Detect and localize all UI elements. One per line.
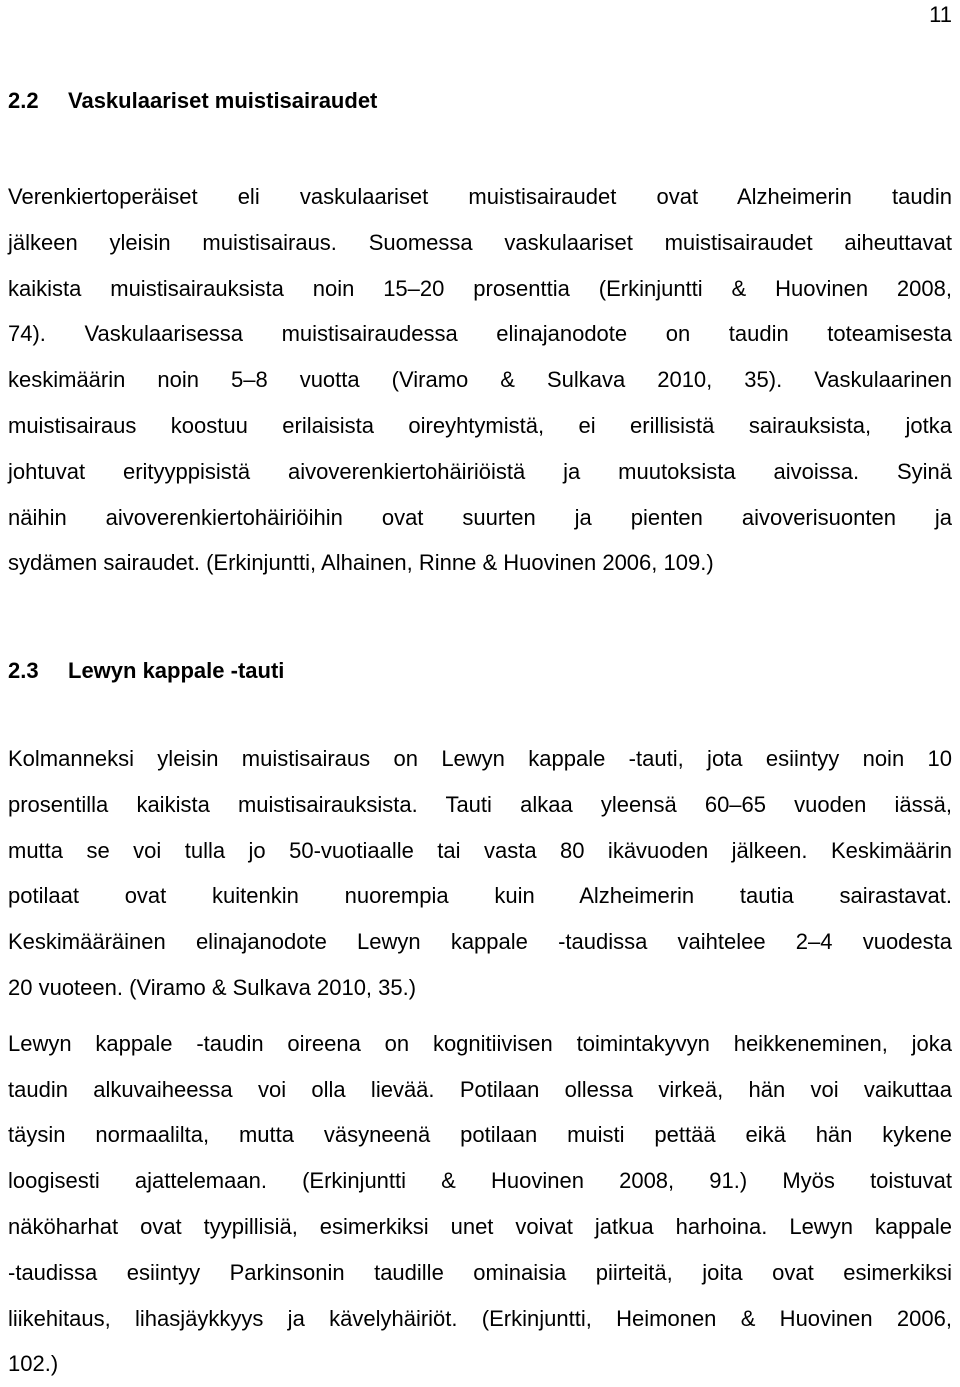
section-vascular xyxy=(8,88,952,586)
text-line: taudin alkuvaiheessa voi olla lievää. Potilaan ollessa virkeä, hän voi vaikuttaa xyxy=(8,1076,952,1102)
section-number: 2.3 xyxy=(8,658,39,683)
text-line: Keskimääräinen elinajanodote Lewyn kappale -taudissa vaihtelee 2–4 vuodesta xyxy=(8,929,952,955)
paragraph xyxy=(8,736,952,1011)
text-line: johtuvat erityyppisistä aivoverenkiertohäiriöistä ja muutoksista aivoissa. Syinä xyxy=(8,458,952,484)
section-title: Vaskulaariset muistisairaudet xyxy=(68,88,378,113)
section-heading xyxy=(8,88,952,114)
paragraph xyxy=(8,174,952,586)
text-line: potilaat ovat kuitenkin nuorempia kuin Alzheimerin tautia sairastavat. xyxy=(8,883,952,909)
text-line: 74). Vaskulaarisessa muistisairaudessa elinajanodote on taudin toteamisesta xyxy=(8,321,952,347)
section-title: Lewyn kappale -tauti xyxy=(68,658,285,683)
text-line: näköharhat ovat tyypillisiä, esimerkiksi unet voivat jatkua harhoina. Lewyn kappale xyxy=(8,1213,952,1239)
text-line: keskimäärin noin 5–8 vuotta (Viramo & Sulkava 2010, 35). Vaskulaarinen xyxy=(8,367,952,393)
section-heading xyxy=(8,658,952,684)
text-line: Verenkiertoperäiset eli vaskulaariset muistisairaudet ovat Alzheimerin taudin xyxy=(8,184,952,209)
text-line: muistisairaus koostuu erilaisista oireyhtymistä, ei erillisistä sairauksista, jotka xyxy=(8,412,952,438)
text-line: prosentilla kaikista muistisairauksista. Tauti alkaa yleensä 60–65 vuoden iässä, xyxy=(8,791,952,817)
section-lewy xyxy=(8,658,952,1387)
section-number: 2.2 xyxy=(8,88,39,113)
text-line: 20 vuoteen. (Viramo & Sulkava 2010, 35.) xyxy=(8,974,417,1000)
text-line: liikehitaus, lihasjäykkyys ja kävelyhäiriöt. (Erkinjuntti, Heimonen & Huovinen 2006, xyxy=(8,1305,952,1331)
paragraph xyxy=(8,1021,952,1387)
text-line: sydämen sairaudet. (Erkinjuntti, Alhainen, Rinne & Huovinen 2006, 109.) xyxy=(8,550,714,576)
text-line: jälkeen yleisin muistisairaus. Suomessa vaskulaariset muistisairaudet aiheuttavat xyxy=(8,229,952,255)
text-line: mutta se voi tulla jo 50-vuotiaalle tai vasta 80 ikävuoden jälkeen. Keskimäärin xyxy=(8,837,952,863)
text-line: täysin normaalilta, mutta väsyneenä potilaan muisti pettää eikä hän kykene xyxy=(8,1122,952,1148)
text-line: näihin aivoverenkiertohäiriöihin ovat suurten ja pienten aivoverisuonten ja xyxy=(8,504,952,530)
text-line: -taudissa esiintyy Parkinsonin taudille ominaisia piirteitä, joita ovat esimerkiksi xyxy=(8,1259,952,1285)
page-number: 11 xyxy=(929,2,952,27)
text-line: Lewyn kappale -taudin oireena on kognitiivisen toimintakyvyn heikkeneminen, joka xyxy=(8,1030,952,1056)
text-line: loogisesti ajattelemaan. (Erkinjuntti & Huovinen 2008, 91.) Myös toistuvat xyxy=(8,1168,952,1194)
text-line: kaikista muistisairauksista noin 15–20 prosenttia (Erkinjuntti & Huovinen 2008, xyxy=(8,275,952,301)
text-line: Kolmanneksi yleisin muistisairaus on Lewyn kappale -tauti, jota esiintyy noin 10 xyxy=(8,746,952,771)
text-line: 102.) xyxy=(8,1351,59,1377)
